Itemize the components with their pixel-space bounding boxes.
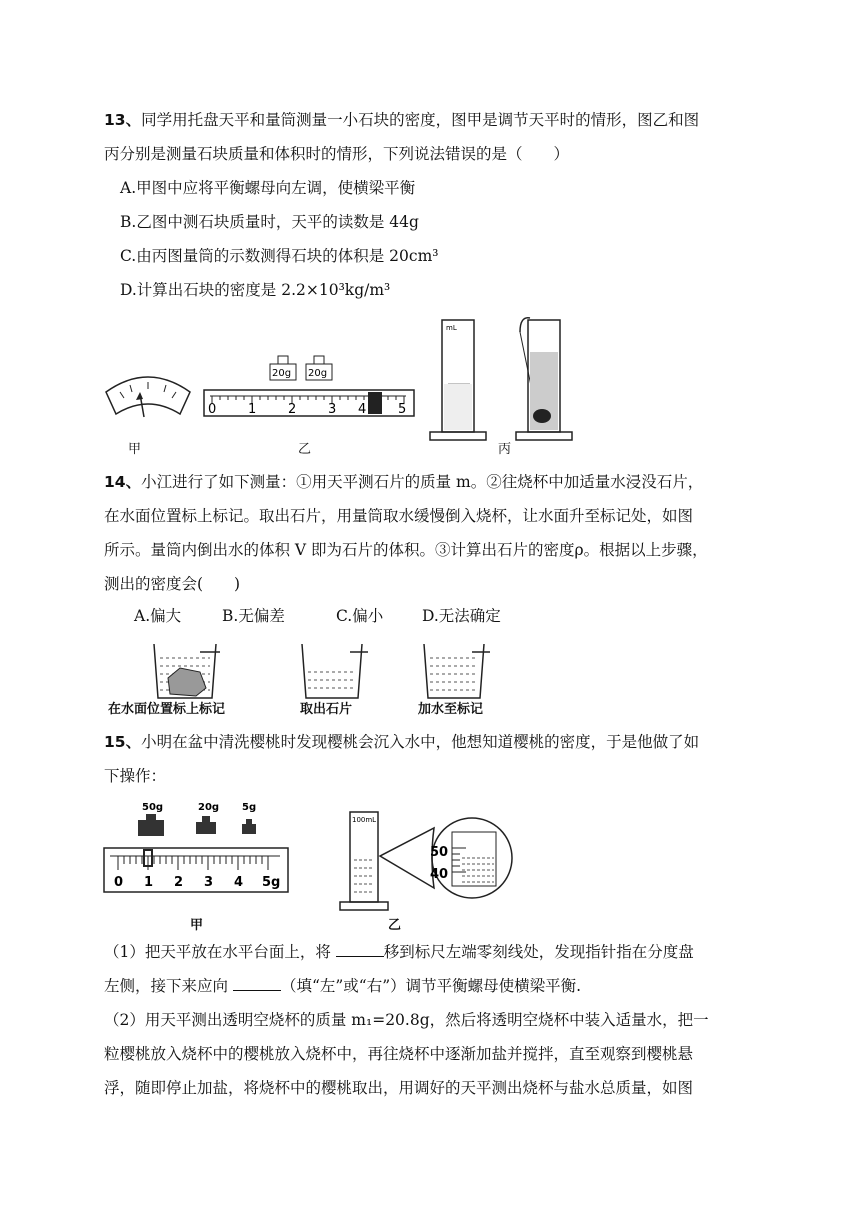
q13-figure xyxy=(100,312,600,454)
q14-caption-2: 取出石片 xyxy=(300,702,353,717)
q13-scale-label: 0 xyxy=(208,402,217,417)
q13-scale-label: 4 xyxy=(358,402,367,417)
q13-scale-label: 1 xyxy=(248,402,257,417)
q15-scale-label: 2 xyxy=(174,875,184,890)
q15-part2-line3: 浮，随即停止加盐，将烧杯中的樱桃取出，用调好的天平测出烧杯与盐水总质量，如图 xyxy=(104,1079,694,1097)
q15-stem-line1: 15、小明在盆中清洗樱桃时发现樱桃会沉入水中，他想知道樱桃的密度，于是他做了如 xyxy=(104,733,700,751)
q14-caption-1: 在水面位置标上标记 xyxy=(108,702,226,717)
q14-stem-line3: 所示。量筒内倒出水的体积 V 即为石片的体积。③计算出石片的密度ρ。根据以上步骤， xyxy=(104,541,708,559)
q15-weight-label: 5g xyxy=(242,802,257,813)
q15-caption-jia: 甲 xyxy=(190,918,204,933)
q14-stem-line1: 14、小江进行了如下测量：①用天平测石片的质量 m。②往烧杯中加适量水浸没石片， xyxy=(104,473,704,491)
q15-scale-label: 1 xyxy=(144,875,154,890)
q15-zoom-label: 50 xyxy=(430,845,449,860)
q14-stem-line2: 在水面位置标上标记。取出石片，用量筒取水缓慢倒入烧杯，让水面升至标记处，如图 xyxy=(104,507,694,525)
q14-option-c: C.偏小 xyxy=(336,607,384,625)
q15-stem-line2: 下操作： xyxy=(104,767,167,785)
q15-zoom-bubble xyxy=(430,818,512,898)
q13-scale-label: 5 xyxy=(398,402,407,417)
q13-cyl-unit: mL xyxy=(446,324,457,332)
q15-caption-yi: 乙 xyxy=(388,918,402,933)
graduated-cylinder-empty xyxy=(430,320,486,440)
q15-scale-label: 5g xyxy=(262,875,281,890)
q15-cyl-unit: 100mL xyxy=(352,816,377,824)
q13-caption-yi: 乙 xyxy=(298,442,312,457)
q13-number: 13、 xyxy=(104,111,142,129)
q13-stem-line2: 丙分别是测量石块质量和体积时的情形，下列说法错误的是（ ） xyxy=(104,145,570,163)
q13-option-c: C.由丙图量筒的示数测得石块的体积是 20cm³ xyxy=(120,247,439,265)
q13-option-b: B.乙图中测石块质量时，天平的读数是 44g xyxy=(120,213,419,231)
q15-scale-label: 4 xyxy=(234,875,244,890)
q13-scale-label: 3 xyxy=(328,402,337,417)
q14-option-d: D.无法确定 xyxy=(422,607,501,625)
q15-zoom-label: 40 xyxy=(430,867,449,882)
q15-part1-line1: （1）把天平放在水平台面上，将 移到标尺左端零刻线处，发现指针指在分度盘 xyxy=(104,943,694,961)
q13-option-d: D.计算出石块的密度是 2.2×10³kg/m³ xyxy=(120,281,391,299)
q15-cylinder xyxy=(340,812,434,910)
q15-weights xyxy=(138,802,256,836)
q14-option-b: B.无偏差 xyxy=(222,607,285,625)
q15-figure xyxy=(100,798,540,928)
q13-caption-bing: 丙 xyxy=(498,442,512,457)
q15-weight-label: 50g xyxy=(142,802,164,813)
q14-stem-line4: 测出的密度会( ) xyxy=(104,575,241,593)
q14-option-a: A.偏大 xyxy=(134,607,182,625)
dial-gauge xyxy=(106,377,190,417)
q13-weight-label: 20g xyxy=(308,368,328,379)
q14-number: 14、 xyxy=(104,473,142,491)
beaker-stone-removed xyxy=(302,644,368,698)
q15-part2-line1: （2）用天平测出透明空烧杯的质量 m₁=20.8g，然后将透明空烧杯中装入适量水，把一 xyxy=(104,1011,709,1029)
q13-caption-jia: 甲 xyxy=(128,442,142,457)
q14-caption-3: 加水至标记 xyxy=(418,702,484,717)
q15-balance-ruler xyxy=(104,848,288,892)
q15-weight-label: 20g xyxy=(198,802,220,813)
graduated-cylinder-stone xyxy=(516,318,572,440)
q14-figure xyxy=(100,638,520,702)
beaker-with-stone xyxy=(154,644,220,698)
balance-ruler xyxy=(204,356,414,417)
q13-weight-label: 20g xyxy=(272,368,292,379)
q13-scale-label: 2 xyxy=(288,402,297,417)
q13-option-a: A.甲图中应将平衡螺母向左调，使横梁平衡 xyxy=(120,179,416,197)
q15-part1-line2: 左侧，接下来应向 （填“左”或“右”）调节平衡螺母使横梁平衡. xyxy=(104,977,582,995)
q15-scale-label: 0 xyxy=(114,875,124,890)
q15-number: 15、 xyxy=(104,733,142,751)
q15-part2-line2: 粒樱桃放入烧杯中的樱桃放入烧杯中，再往烧杯中逐渐加盐并搅拌，直至观察到樱桃悬 xyxy=(104,1045,694,1063)
beaker-refilled xyxy=(424,644,490,698)
answer-blank-1[interactable] xyxy=(336,942,384,957)
q13-stem-line1: 13、同学用托盘天平和量筒测量一小石块的密度，图甲是调节天平时的情形，图乙和图 xyxy=(104,111,700,129)
answer-blank-2[interactable] xyxy=(233,976,281,991)
q15-scale-label: 3 xyxy=(204,875,214,890)
